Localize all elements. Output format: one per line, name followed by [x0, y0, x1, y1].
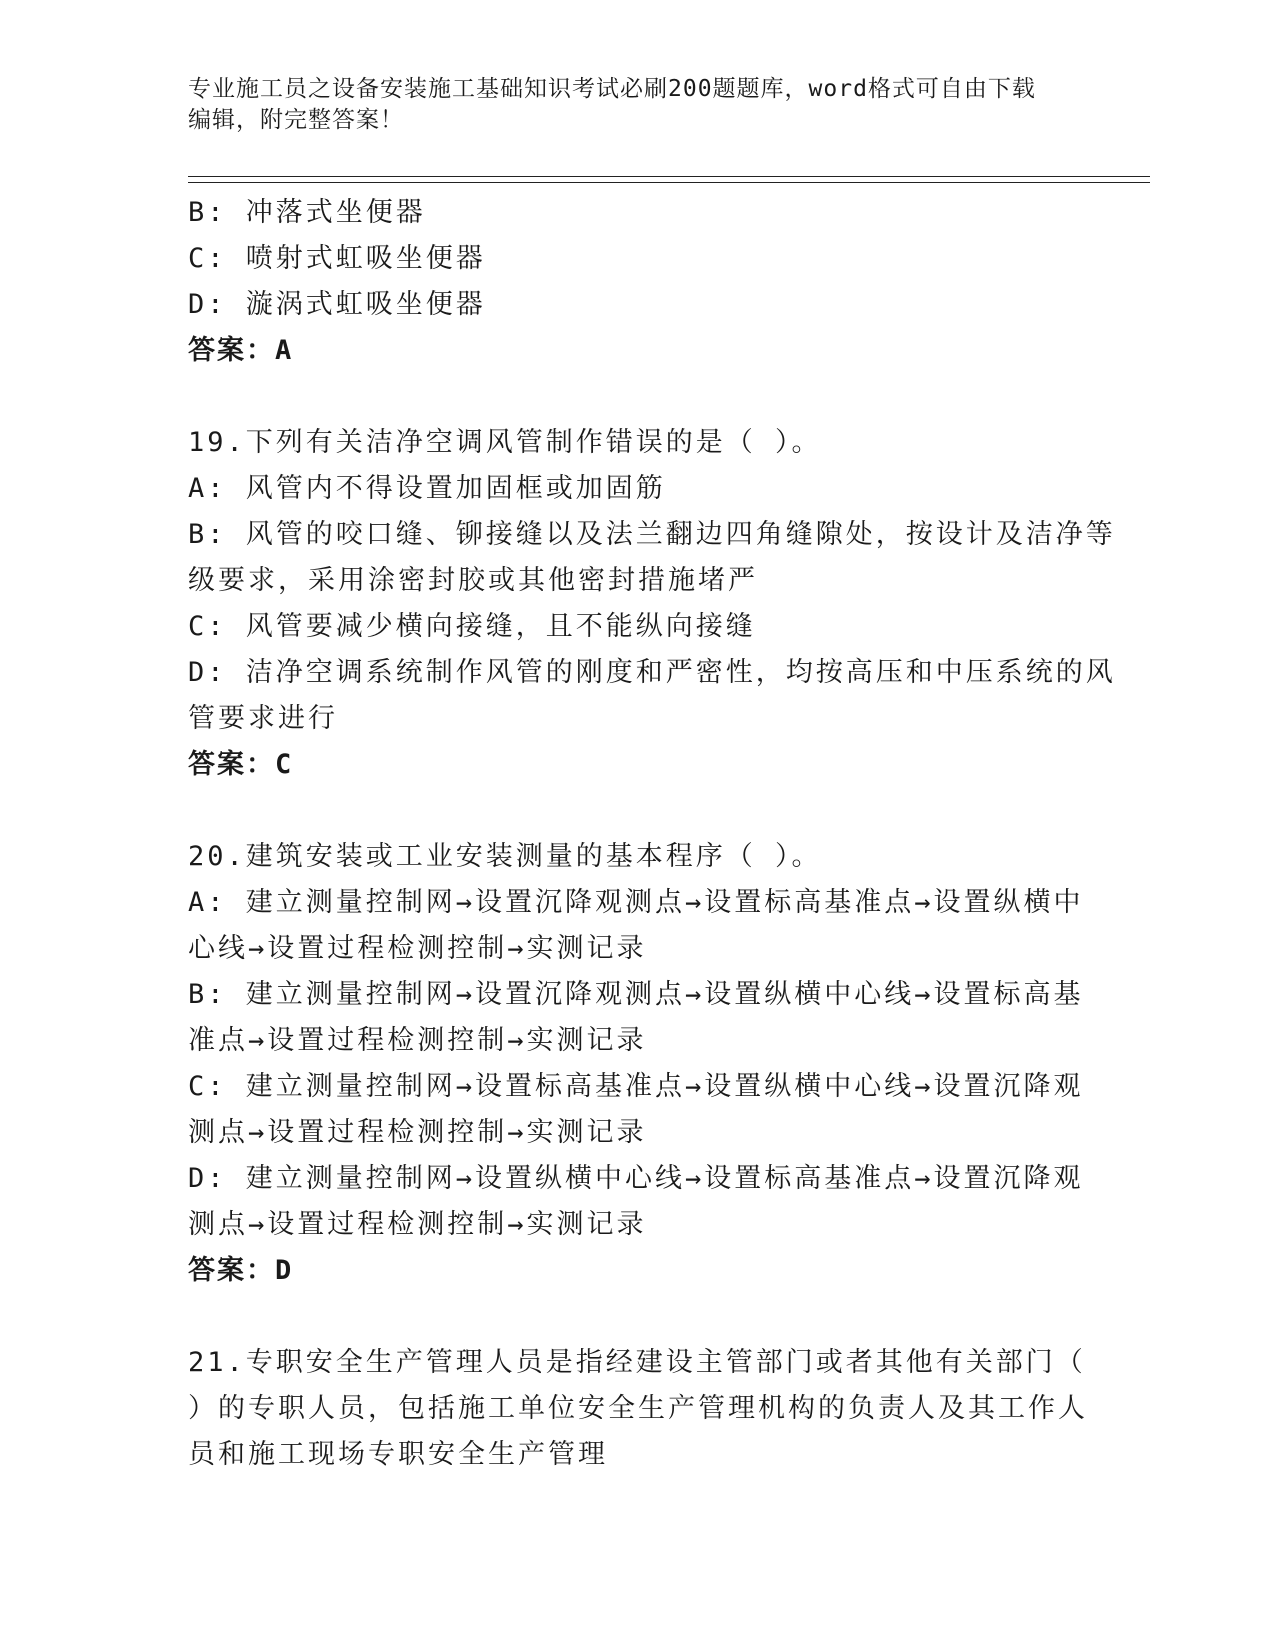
q19-option-b-line-1: B: 风管的咬口缝、铆接缝以及法兰翻边四角缝隙处，按设计及洁净等	[188, 519, 1116, 550]
q20-stem: 20.建筑安装或工业安装测量的基本程序（ ）。	[188, 841, 822, 872]
header-line-1: 专业施工员之设备安装施工基础知识考试必刷200题题库，word格式可自由下载	[188, 76, 1036, 102]
spacer	[188, 374, 1078, 420]
q19-option-c: C: 风管要减少横向接缝，且不能纵向接缝	[188, 611, 756, 642]
q19-option-d-line-1: D: 洁净空调系统制作风管的刚度和严密性，均按高压和中压系统的风	[188, 657, 1116, 688]
question-18	[188, 190, 1078, 374]
q20-option-d-line-1: D: 建立测量控制网→设置纵横中心线→设置标高基准点→设置沉降观	[188, 1163, 1084, 1194]
q18-answer: 答案：A	[188, 335, 294, 366]
q20-answer: 答案：D	[188, 1255, 294, 1286]
q20-option-c-line-1: C: 建立测量控制网→设置标高基准点→设置纵横中心线→设置沉降观	[188, 1071, 1084, 1102]
document-body	[188, 190, 1116, 1478]
question-19	[188, 420, 1116, 788]
q19-stem: 19.下列有关洁净空调风管制作错误的是（ ）。	[188, 427, 822, 458]
q18-option-c: C: 喷射式虹吸坐便器	[188, 243, 486, 274]
q19-option-d-line-2: 管要求进行	[188, 703, 338, 734]
page-header	[188, 74, 1088, 136]
q21-stem-line-1: 21.专职安全生产管理人员是指经建设主管部门或者其他有关部门（	[188, 1347, 1086, 1378]
q20-option-a-line-1: A: 建立测量控制网→设置沉降观测点→设置标高基准点→设置纵横中	[188, 887, 1084, 918]
q19-option-a: A: 风管内不得设置加固框或加固筋	[188, 473, 666, 504]
q20-option-d-line-2: 测点→设置过程检测控制→实测记录	[188, 1209, 647, 1240]
header-line-2: 编辑，附完整答案！	[188, 107, 404, 133]
q20-option-a-line-2: 心线→设置过程检测控制→实测记录	[188, 933, 647, 964]
question-21	[188, 1340, 1088, 1478]
q19-answer: 答案：C	[188, 749, 294, 780]
header-divider-bottom	[188, 182, 1150, 183]
spacer	[188, 1294, 1078, 1340]
q20-option-b-line-2: 准点→设置过程检测控制→实测记录	[188, 1025, 647, 1056]
q21-stem-line-3: 员和施工现场专职安全生产管理	[188, 1439, 608, 1470]
q18-option-d: D: 漩涡式虹吸坐便器	[188, 289, 486, 320]
header-divider-top	[188, 176, 1150, 177]
q18-option-b: B: 冲落式坐便器	[188, 197, 426, 228]
q20-option-b-line-1: B: 建立测量控制网→设置沉降观测点→设置纵横中心线→设置标高基	[188, 979, 1084, 1010]
spacer	[188, 788, 1078, 834]
q20-option-c-line-2: 测点→设置过程检测控制→实测记录	[188, 1117, 647, 1148]
q21-stem-line-2: ）的专职人员，包括施工单位安全生产管理机构的负责人及其工作人	[188, 1393, 1088, 1424]
question-20	[188, 834, 1084, 1294]
q19-option-b-line-2: 级要求，采用涂密封胶或其他密封措施堵严	[188, 565, 758, 596]
